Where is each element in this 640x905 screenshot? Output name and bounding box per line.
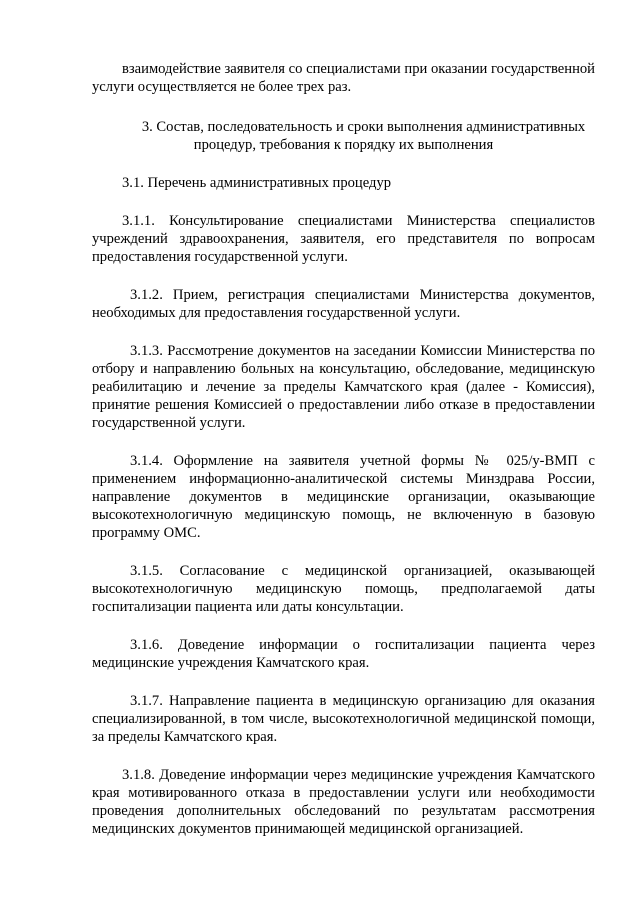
list-item-3-1-8: 3.1.8. Доведение информации через медицинские учреждения Камчатского края мотивированного отказа в предоставлении услуги или необходимости проведения дополнительных обследований по результатам рассмотрения медицинских документов принимающей медицинской организацией.: [92, 767, 595, 837]
list-item-3-1-5: 3.1.5. Согласование с медицинской организацией, оказывающей высокотехнологичную медицинскую помощь, предполагаемой даты госпитализации пациента или даты консультации.: [92, 563, 595, 615]
section-title: [92, 118, 595, 154]
subsection-title: 3.1. Перечень административных процедур: [122, 175, 392, 191]
section-title-line-1: 3. Состав, последовательность и сроки выполнения административных: [141, 119, 586, 135]
list-item-3-1-6: 3.1.6. Доведение информации о госпитализации пациента через медицинские учреждения Камчатского края.: [92, 637, 595, 671]
list-item-3-1-7: 3.1.7. Направление пациента в медицинскую организацию для оказания специализированной, в том числе, высокотехнологичной медицинской помощи, за пределы Камчатского края.: [92, 693, 595, 745]
intro-paragraph: взаимодействие заявителя со специалистами при оказании государственной услуги осуществляется не более трех раз.: [92, 61, 595, 95]
document-page: [92, 60, 595, 838]
list-item-3-1-2: 3.1.2. Прием, регистрация специалистами Министерства документов, необходимых для предоставления государственной услуги.: [92, 287, 595, 321]
list-item-3-1-1: 3.1.1. Консультирование специалистами Министерства специалистов учреждений здравоохранения, заявителя, его представителя по вопросам предоставления государственной услуги.: [92, 213, 595, 265]
list-item-3-1-4: 3.1.4. Оформление на заявителя учетной формы № 025/у-ВМП с применением информационно-аналитической системы Минздрава России, направление документов в медицинские организации, оказывающие высокотехнологичную медицинскую помощь, не включенную в базовую программу ОМС.: [92, 453, 595, 541]
list-item-3-1-3: 3.1.3. Рассмотрение документов на заседании Комиссии Министерства по отбору и направлению больных на консультацию, обследование, медицинскую реабилитацию и лечение за пределы Камчатского края (далее - Комиссия), принятие решения Комиссией о предоставлении либо отказе в предоставлении государственной услуги.: [92, 343, 595, 431]
section-title-line-2: процедур, требования к порядку их выполнения: [193, 137, 494, 153]
